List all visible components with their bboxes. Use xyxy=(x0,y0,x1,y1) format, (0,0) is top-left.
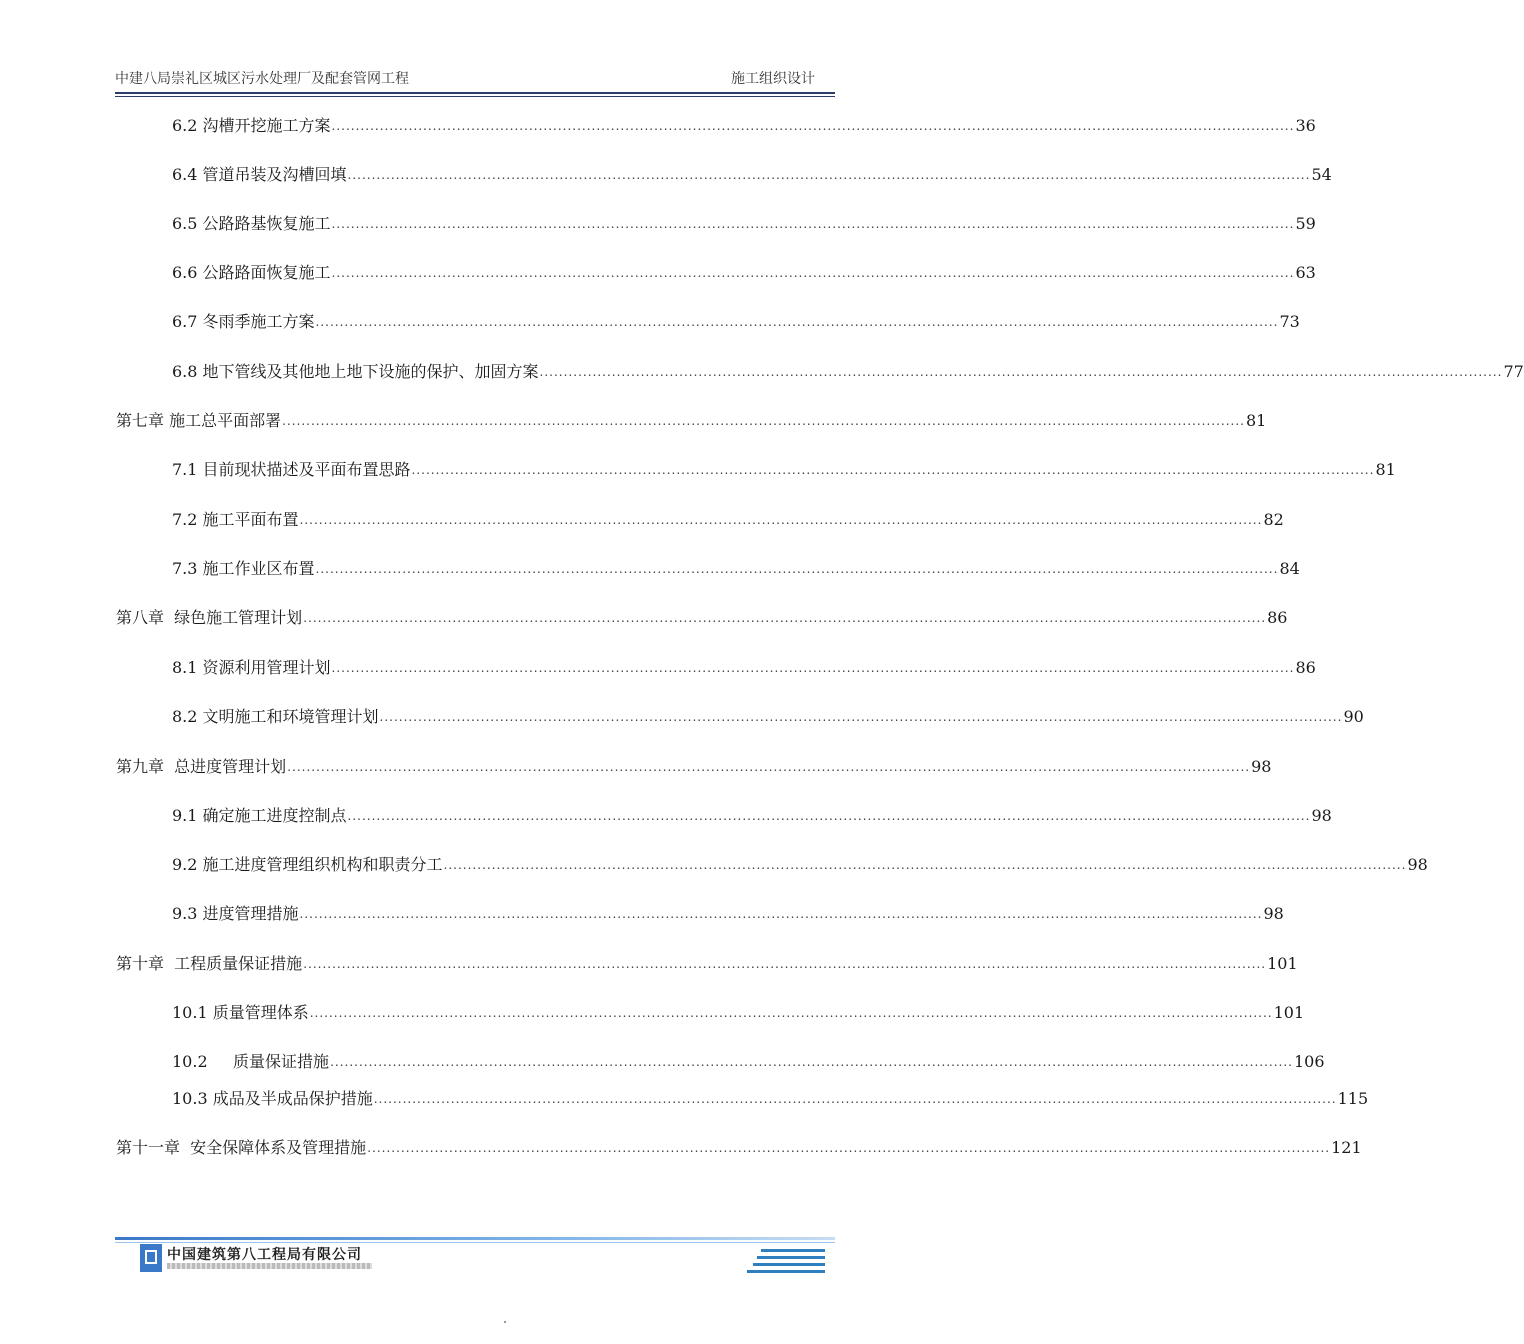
toc-chapter-entry xyxy=(116,951,1298,975)
toc-entry-title: 9.3 进度管理措施 xyxy=(172,904,299,923)
toc-leader-dots: ........................................................................................................................................................................................................ xyxy=(287,760,1251,774)
toc-section-entry xyxy=(172,359,1524,383)
toc-section-entry xyxy=(172,507,1284,531)
toc-leader-dots: ........................................................................................................................................................................................................ xyxy=(367,1141,1331,1155)
toc-section-entry xyxy=(172,260,1316,284)
toc-section-entry xyxy=(172,704,1364,728)
toc-entry-title: 第十一章 安全保障体系及管理措施 xyxy=(116,1138,367,1157)
toc-entry-title: 6.6 公路路面恢复施工 xyxy=(172,263,331,282)
toc-section-entry xyxy=(172,1049,1325,1073)
toc-section-entry xyxy=(172,556,1300,580)
toc-section-entry xyxy=(172,309,1300,333)
toc-page-number: 84 xyxy=(1279,559,1300,578)
toc-page-number: 86 xyxy=(1295,658,1316,677)
toc-section-entry xyxy=(172,1000,1305,1024)
footer-rule xyxy=(115,1237,835,1240)
toc-page-number: 73 xyxy=(1279,312,1300,331)
toc-entry-title: 第十章 工程质量保证措施 xyxy=(116,954,303,973)
toc-entry-title: 7.2 施工平面布置 xyxy=(172,510,299,529)
toc-page-number: 101 xyxy=(1273,1003,1305,1022)
toc-page-number: 81 xyxy=(1245,411,1267,430)
toc-entry-title: 9.1 确定施工进度控制点 xyxy=(172,806,347,825)
toc-leader-dots: ........................................................................................................................................................................................................ xyxy=(411,463,1375,477)
toc-leader-dots: ........................................................................................................................................................................................................ xyxy=(373,1092,1337,1106)
toc-entry-title: 6.4 管道吊装及沟槽回填 xyxy=(172,165,347,184)
toc-page-number: 81 xyxy=(1375,460,1396,479)
page-footer xyxy=(115,1230,835,1280)
toc-leader-dots: ........................................................................................................................................................................................................ xyxy=(303,957,1267,971)
toc-chapter-entry xyxy=(116,1135,1362,1159)
toc-page-number: 36 xyxy=(1295,116,1316,135)
toc-entry-title: 8.1 资源利用管理计划 xyxy=(172,658,331,677)
toc-entry-title: 第八章 绿色施工管理计划 xyxy=(116,608,303,627)
toc-leader-dots: ........................................................................................................................................................................................................ xyxy=(347,809,1311,823)
toc-page-number: 106 xyxy=(1293,1052,1325,1071)
toc-page-number: 59 xyxy=(1295,214,1316,233)
header-rule-thin xyxy=(115,96,835,97)
toc-page-number: 98 xyxy=(1407,855,1428,874)
toc-page-number: 121 xyxy=(1331,1138,1362,1157)
toc-page-number: 98 xyxy=(1251,757,1272,776)
company-mark-icon xyxy=(747,1247,827,1273)
toc-entry-title: 10.2 质量保证措施 xyxy=(172,1052,330,1071)
toc-leader-dots: ........................................................................................................................................................................................................ xyxy=(299,907,1263,921)
project-title: 中建八局崇礼区城区污水处理厂及配套管网工程 xyxy=(115,71,409,87)
toc-leader-dots: ........................................................................................................................................................................................................ xyxy=(315,562,1279,576)
toc-section-entry xyxy=(172,211,1316,235)
toc-section-entry xyxy=(172,162,1332,186)
toc-leader-dots: ........................................................................................................................................................................................................ xyxy=(309,1006,1273,1020)
toc-entry-title: 7.3 施工作业区布置 xyxy=(172,559,315,578)
toc-page-number: 98 xyxy=(1263,904,1284,923)
toc-page-number: 98 xyxy=(1311,806,1332,825)
toc-section-entry xyxy=(172,457,1396,481)
header-rule xyxy=(115,92,835,94)
toc-section-entry xyxy=(172,113,1316,137)
toc-page-number: 82 xyxy=(1263,510,1284,529)
toc-chapter-entry xyxy=(116,754,1272,778)
toc-entry-title: 6.8 地下管线及其他地上地下设施的保护、加固方案 xyxy=(172,362,539,381)
toc-chapter-entry xyxy=(116,605,1288,629)
page-marker xyxy=(504,1321,506,1323)
toc-section-entry xyxy=(172,655,1316,679)
toc-entry-title: 10.1 质量管理体系 xyxy=(172,1003,309,1022)
toc-entry-title: 6.7 冬雨季施工方案 xyxy=(172,312,315,331)
toc-entry-title: 6.5 公路路基恢复施工 xyxy=(172,214,331,233)
toc-leader-dots: ........................................................................................................................................................................................................ xyxy=(331,217,1295,231)
toc-section-entry xyxy=(172,852,1428,876)
toc-entry-title: 9.2 施工进度管理组织机构和职责分工 xyxy=(172,855,443,874)
toc-page-number: 54 xyxy=(1311,165,1332,184)
toc-page-number: 77 xyxy=(1503,362,1524,381)
toc-leader-dots: ........................................................................................................................................................................................................ xyxy=(539,365,1503,379)
toc-entry-title: 10.3 成品及半成品保护措施 xyxy=(172,1089,373,1108)
toc-leader-dots: ........................................................................................................................................................................................................ xyxy=(331,266,1295,280)
document-type: 施工组织设计 xyxy=(731,71,815,87)
toc-leader-dots: ........................................................................................................................................................................................................ xyxy=(331,661,1295,675)
company-logo-icon xyxy=(140,1244,162,1272)
toc-page-number: 115 xyxy=(1337,1089,1369,1108)
page-header xyxy=(115,66,835,96)
toc-page-number: 63 xyxy=(1295,263,1316,282)
toc-page-number: 86 xyxy=(1267,608,1288,627)
toc-section-entry xyxy=(172,803,1332,827)
toc-leader-dots: ........................................................................................................................................................................................................ xyxy=(299,513,1263,527)
toc-section-entry xyxy=(172,1086,1369,1110)
footer-rule-thin xyxy=(115,1242,835,1243)
toc-entry-title: 8.2 文明施工和环境管理计划 xyxy=(172,707,379,726)
toc-chapter-entry xyxy=(116,408,1267,432)
toc-leader-dots: ........................................................................................................................................................................................................ xyxy=(330,1055,1293,1069)
toc-entry-title: 第九章 总进度管理计划 xyxy=(116,757,287,776)
toc-section-entry xyxy=(172,901,1284,925)
toc-leader-dots: ........................................................................................................................................................................................................ xyxy=(303,611,1267,625)
toc-leader-dots: ........................................................................................................................................................................................................ xyxy=(443,858,1407,872)
toc-page-number: 90 xyxy=(1343,707,1364,726)
toc-entry-title: 6.2 沟槽开挖施工方案 xyxy=(172,116,331,135)
toc-leader-dots: ........................................................................................................................................................................................................ xyxy=(379,710,1343,724)
toc-leader-dots: ........................................................................................................................................................................................................ xyxy=(347,168,1311,182)
company-name: 中国建筑第八工程局有限公司 xyxy=(167,1247,362,1263)
toc-leader-dots: ........................................................................................................................................................................................................ xyxy=(315,315,1279,329)
toc-leader-dots: ........................................................................................................................................................................................................ xyxy=(282,414,1245,428)
toc-entry-title: 第七章 施工总平面部署 xyxy=(116,411,282,430)
toc-entry-title: 7.1 目前现状描述及平面布置思路 xyxy=(172,460,411,479)
toc-leader-dots: ........................................................................................................................................................................................................ xyxy=(331,119,1295,133)
toc-page-number: 101 xyxy=(1267,954,1298,973)
company-english-name-blurred xyxy=(167,1263,372,1269)
